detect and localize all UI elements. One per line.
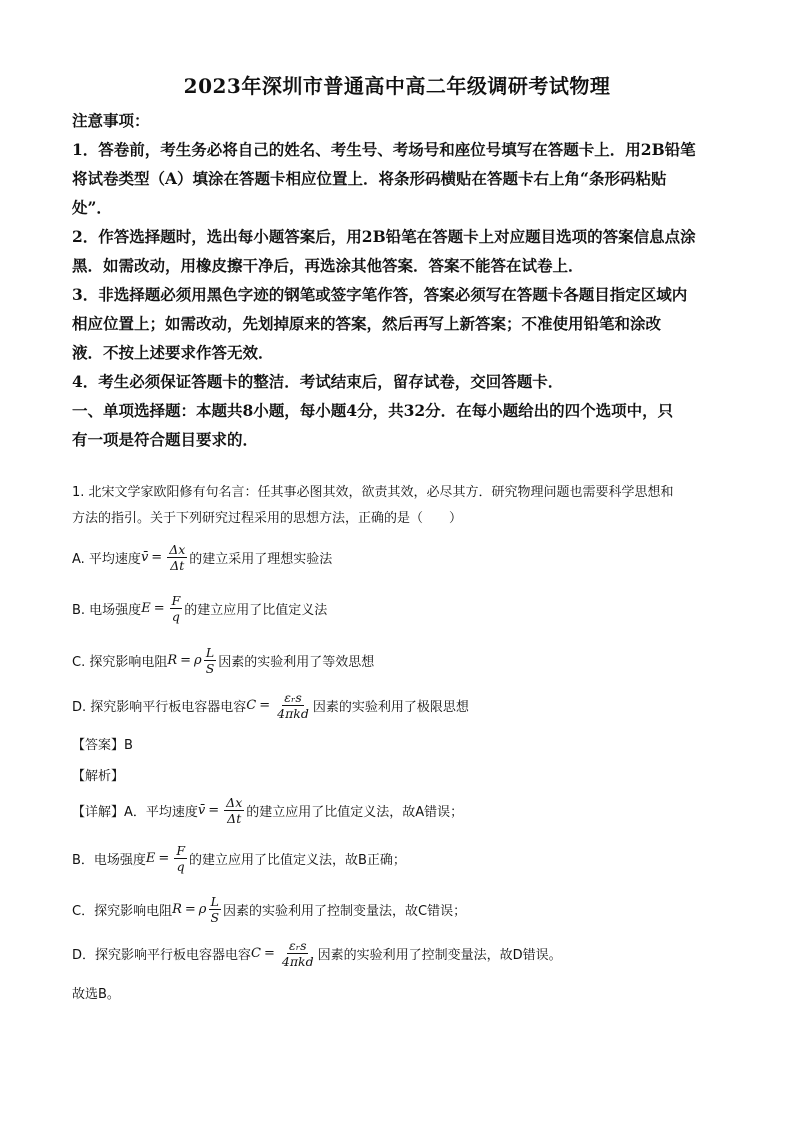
section-heading: 一、单项选择题：本题共8小题，每小题4分，共32分．在每小题给出的四个选项中，只 bbox=[72, 401, 674, 420]
velocity-fraction: $\frac{\Delta x}{\Delta t}$ bbox=[169, 542, 186, 573]
field-symbol: E bbox=[145, 851, 156, 866]
detail-a-prefix: 【详解】A．平均速度 bbox=[72, 805, 198, 820]
notice-heading: 注意事项： bbox=[72, 111, 150, 130]
detail-d bbox=[72, 938, 562, 969]
detail-c-suffix: 因素的实验利用了控制变量法，故C错误； bbox=[223, 904, 467, 919]
detail-c-prefix: C．探究影响电阻 bbox=[72, 904, 173, 919]
option-b-prefix: B. 电场强度 bbox=[72, 603, 142, 618]
equals-sign: = bbox=[153, 601, 165, 616]
option-d bbox=[72, 690, 469, 721]
capacitance-fraction: $\frac{\text{εᵣs}}{\text{4πkd}}$ bbox=[281, 938, 314, 969]
detail-b-suffix: 的建立应用了比值定义法，故B正确； bbox=[189, 853, 406, 868]
conclusion: 故选B。 bbox=[72, 987, 120, 1002]
capacitance-symbol: C bbox=[251, 946, 261, 961]
question-stem-line: 方法的指引。关于下列研究过程采用的思想方法，正确的是（ ） bbox=[72, 511, 463, 526]
option-b bbox=[72, 593, 327, 624]
option-c bbox=[72, 645, 374, 676]
option-a bbox=[72, 542, 332, 573]
capacitance-fraction: $\frac{\text{εᵣs}}{\text{4πkd}}$ bbox=[277, 690, 309, 721]
resistance-fraction: $\frac{L}{S}$ bbox=[205, 645, 215, 676]
field-fraction: $\frac{F}{q}$ bbox=[171, 593, 181, 624]
detail-d-suffix: 因素的实验利用了控制变量法，故D错误。 bbox=[317, 948, 562, 963]
field-fraction: $\frac{F}{q}$ bbox=[176, 843, 186, 874]
equals-sign: = bbox=[259, 698, 271, 713]
notice-line: 黑．如需改动，用橡皮擦干净后，再选涂其他答案．答案不能答在试卷上． bbox=[72, 256, 584, 275]
notice-line: 处”． bbox=[72, 198, 112, 217]
option-a-prefix: A. 平均速度 bbox=[72, 552, 141, 567]
analysis-label: 【解析】 bbox=[72, 769, 125, 784]
notice-line: 相应位置上；如需改动，先划掉原来的答案，然后再写上新答案；不准使用铅笔和涂改 bbox=[72, 314, 662, 333]
detail-a bbox=[72, 795, 463, 826]
velocity-symbol: v̄ bbox=[197, 803, 206, 818]
option-b-suffix: 的建立应用了比值定义法 bbox=[184, 603, 328, 618]
velocity-symbol: v̄ bbox=[140, 550, 149, 565]
detail-d-prefix: D．探究影响平行板电容器电容 bbox=[72, 948, 252, 963]
notice-line: 1．答卷前，考生务必将自己的姓名、考生号、考场号和座位号填写在答题卡上．用2B铅笔 bbox=[72, 140, 696, 159]
detail-b bbox=[72, 843, 406, 874]
detail-b-prefix: B．电场强度 bbox=[72, 853, 146, 868]
velocity-fraction: $\frac{\Delta x}{\Delta t}$ bbox=[226, 795, 243, 826]
notice-line: 将试卷类型（A）填涂在答题卡相应位置上．将条形码横贴在答题卡右上角“条形码粘贴 bbox=[72, 169, 667, 188]
notice-line: 4．考生必须保证答题卡的整洁．考试结束后，留存试卷，交回答题卡． bbox=[72, 372, 564, 391]
section-heading: 有一项是符合题目要求的． bbox=[72, 430, 259, 449]
option-c-prefix: C. 探究影响电阻 bbox=[72, 655, 168, 670]
question-stem-line: 1. 北宋文学家欧阳修有句名言：任其事必图其效，欲责其效，必尽其方．研究物理问题也需要科学思想和 bbox=[72, 485, 674, 500]
option-c-suffix: 因素的实验利用了等效思想 bbox=[218, 655, 375, 670]
capacitance-symbol: C bbox=[246, 698, 257, 713]
equals-sign: = bbox=[184, 902, 196, 917]
option-d-prefix: D. 探究影响平行板电容器电容 bbox=[72, 700, 247, 715]
equals-sign: = bbox=[180, 653, 192, 668]
equals-sign: = bbox=[263, 946, 275, 961]
answer-label: 【答案】B bbox=[72, 738, 133, 753]
detail-a-suffix: 的建立应用了比值定义法，故A错误； bbox=[246, 805, 464, 820]
resistance-fraction: $\frac{L}{S}$ bbox=[210, 894, 220, 925]
notice-line: 3．非选择题必须用黑色字迹的钢笔或签字笔作答，答案必须写在答题卡各题目指定区域内 bbox=[72, 285, 688, 304]
equals-sign: = bbox=[208, 803, 220, 818]
page-title: 2023年深圳市普通高中高二年级调研考试物理 bbox=[183, 74, 611, 98]
resistance-symbol: R bbox=[172, 902, 182, 917]
rho-symbol: ρ bbox=[194, 653, 202, 668]
notice-line: 2．作答选择题时，选出每小题答案后，用2B铅笔在答题卡上对应题目选项的答案信息点涂 bbox=[72, 227, 696, 246]
resistance-symbol: R bbox=[167, 653, 178, 668]
equals-sign: = bbox=[151, 550, 163, 565]
equals-sign: = bbox=[158, 851, 170, 866]
detail-c bbox=[72, 894, 466, 925]
option-d-suffix: 因素的实验利用了极限思想 bbox=[312, 700, 469, 715]
question-stem bbox=[72, 480, 722, 532]
option-a-suffix: 的建立采用了理想实验法 bbox=[189, 552, 333, 567]
notice-section bbox=[72, 106, 722, 454]
notice-line: 液．不按上述要求作答无效． bbox=[72, 343, 274, 362]
field-symbol: E bbox=[141, 601, 151, 616]
rho-symbol: ρ bbox=[198, 902, 207, 917]
